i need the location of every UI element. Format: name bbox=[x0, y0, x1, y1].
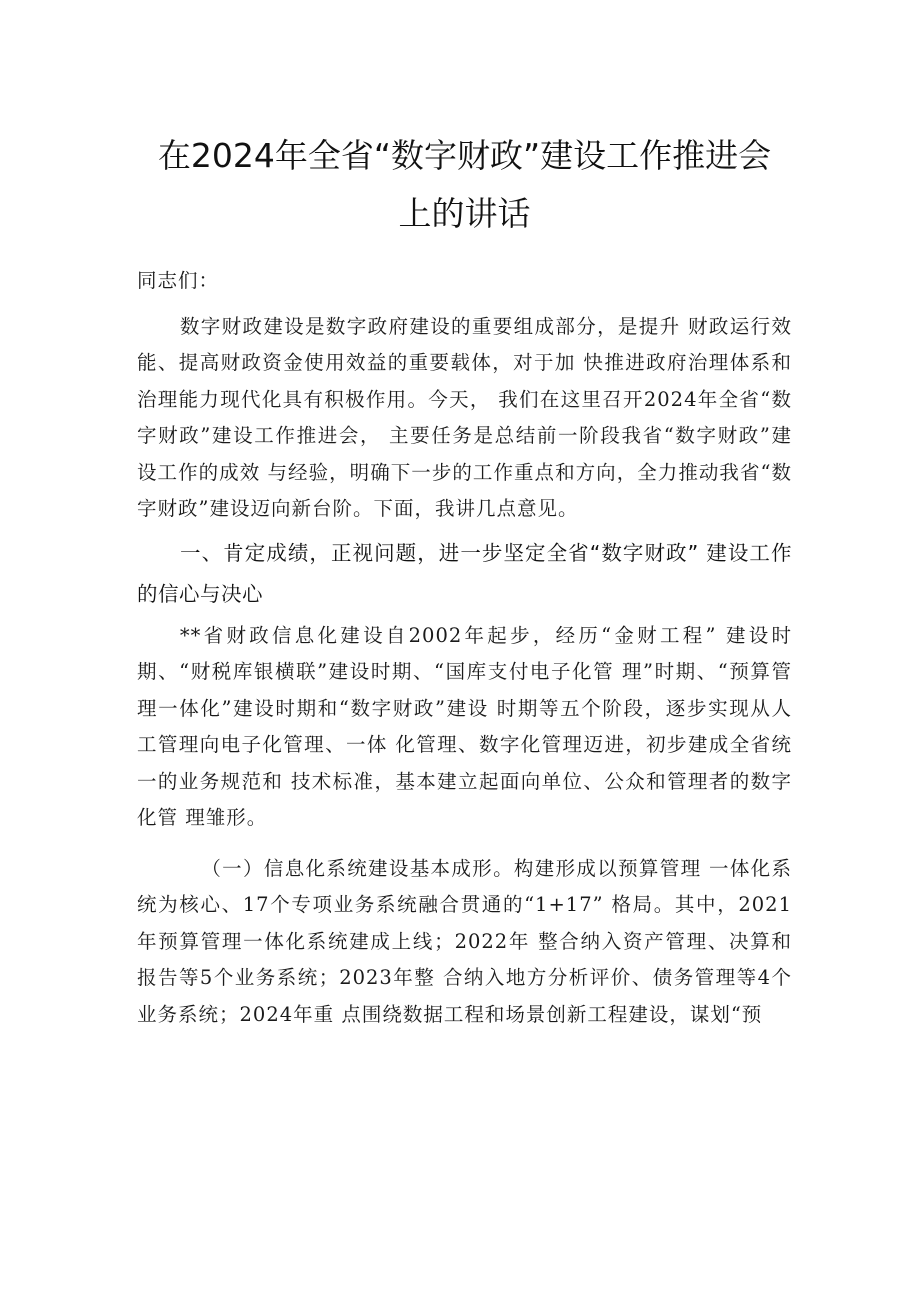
salutation: 同志们： bbox=[137, 269, 220, 292]
intro-paragraph: 数字财政建设是数字政府建设的重要组成部分，是提升 财政运行效能、提高财政资金使用效益的重要载体，对于加 快推进政府治理体系和治理能力现代化具有积极作用。今天， 我们在这里召开2024年全省“数字财政”建设工作推进会， 主要任务是总结前一阶段我省“数字财政”建设工作的成效 与经验，明确下一步的工作重点和方向，全力推动我省“数 字财政”建设迈向新台阶。下面，我讲几点意见。 bbox=[137, 314, 792, 520]
subsection-paragraph: （一）信息化系统建设基本成形。构建形成以预算管理 一体化系统为核心、17个专项业务系统融合贯通的“1+17” 格局。其中，2021年预算管理一体化系统建成上线；2022年 整合纳入资产管理、决算和报告等5个业务系统；2023年整 合纳入地方分析评价、债务管理等4个业务系统；2024年重 点围绕数据工程和场景创新工程建设，谋划“预 bbox=[137, 856, 792, 1026]
document-title bbox=[137, 127, 792, 243]
section-heading: 一、肯定成绩，正视问题，进一步坚定全省“数字财政” 建设工作的信心与决心 bbox=[137, 540, 792, 606]
document-title-line-1: 在2024年全省“数字财政”建设工作推进会 bbox=[157, 136, 772, 175]
section-paragraph: **省财政信息化建设自2002年起步，经历“金财工程” 建设时期、“财税库银横联”建设时期、“国库支付电子化管 理”时期、“预算管理一体化”建设时期和“数字财政”建设 时期等五个阶段，逐步实现从人工管理向电子化管理、一体 化管理、数字化管理迈进，初步建成全省统一的业务规范和 技术标准，基本建立起面向单位、公众和管理者的数字化管 理雏形。 bbox=[137, 623, 792, 829]
document-title-line-2: 上的讲话 bbox=[398, 194, 531, 233]
